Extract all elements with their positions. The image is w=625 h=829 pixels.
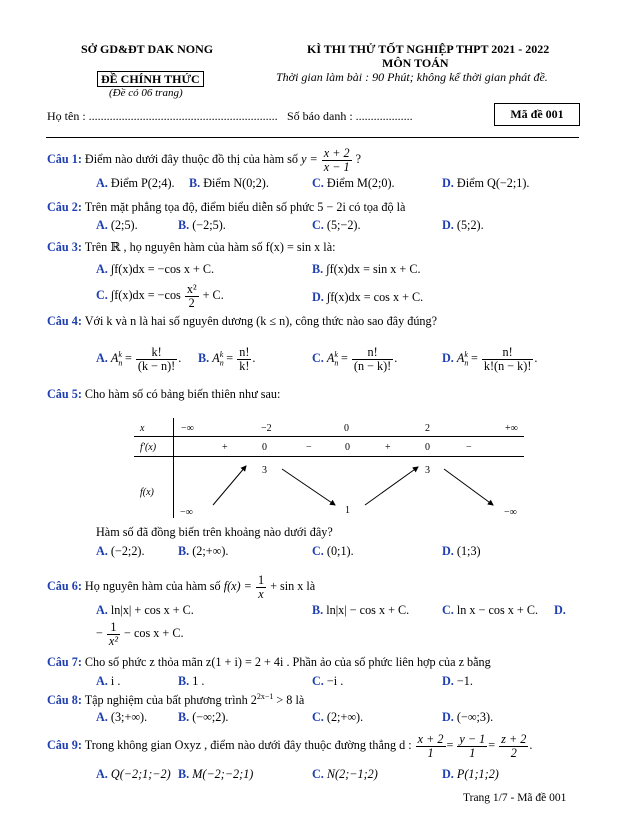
q6-option-b: B. ln|x| − cos x + C. bbox=[312, 603, 410, 617]
q4-option-c: C. $A_n^k$ = $\frac{n!}{(n - k)!}$ . bbox=[312, 345, 398, 373]
vt-f-4: −∞ bbox=[504, 507, 517, 518]
q5-option-c: C. (0;1). bbox=[312, 544, 354, 558]
vt-sign-2: − bbox=[306, 442, 312, 453]
q7-option-b: B. 1 . bbox=[178, 674, 205, 688]
q9-option-a: A. Q(−2;1;−2) bbox=[96, 767, 171, 781]
q1-option-d: D. Điểm Q(−2;1). bbox=[442, 176, 530, 190]
question-2: Câu 2: Trên mặt phẳng tọa độ, điểm biểu diễn số phức 5 − 2i có tọa độ là bbox=[47, 200, 406, 214]
q1-text: Điểm nào dưới đây thuộc đồ thị của hàm số bbox=[84, 152, 299, 167]
vt-x-3: 2 bbox=[425, 423, 430, 434]
q9-option-c: C. N(2;−1;2) bbox=[312, 767, 378, 781]
vt-sign-5: 0 bbox=[425, 442, 430, 453]
subject-title: MÔN TOÁN bbox=[382, 56, 449, 70]
name-field: Họ tên : ............................................................... bbox=[47, 109, 278, 123]
vt-f-3: 3 bbox=[425, 465, 430, 476]
q1-label: Câu 1: bbox=[47, 152, 82, 167]
vt-f-1: 3 bbox=[262, 465, 267, 476]
q4-option-d: D. $A_n^k$ = $\frac{n!}{k!(n - k)!}$ . bbox=[442, 345, 538, 373]
vt-sign-3: 0 bbox=[345, 442, 350, 453]
q3-option-c: C. ∫f(x)dx = −cos $\frac{\text{x²}}{2}$ + C. bbox=[96, 282, 224, 310]
exam-code-box: Mã đề 001 bbox=[494, 103, 580, 126]
q2-option-b: B. (−2;5). bbox=[178, 218, 226, 232]
page-count: (Đề có 06 trang) bbox=[109, 87, 183, 99]
question-5: Câu 5: Cho hàm số có bảng biến thiên như sau: bbox=[47, 387, 281, 401]
vt-fprime-label: f′(x) bbox=[140, 442, 157, 453]
q3-option-a: A. ∫f(x)dx = −cos x + C. bbox=[96, 262, 215, 276]
q7-option-a: A. i . bbox=[96, 674, 121, 688]
q8-option-b: B. (−∞;2). bbox=[178, 710, 229, 724]
q3-option-d: D. ∫f(x)dx = cos x + C. bbox=[312, 290, 424, 304]
q8-option-d: D. (−∞;3). bbox=[442, 710, 494, 724]
q2-option-d: D. (5;2). bbox=[442, 218, 484, 232]
vt-x-label: x bbox=[140, 423, 145, 434]
q2-option-a: A. (2;5). bbox=[96, 218, 138, 232]
q8-option-a: A. (3;+∞). bbox=[96, 710, 148, 724]
dept-name: SỞ GD&ĐT DAK NONG bbox=[81, 42, 214, 56]
q1-option-b: B. Điểm N(0;2). bbox=[189, 176, 269, 190]
vt-f-label: f(x) bbox=[140, 487, 154, 498]
question-3: Câu 3: Trên ℝ , họ nguyên hàm của hàm số f(x) = sin x là: bbox=[47, 240, 336, 254]
q4-option-b: B. $A_n^k$ = $\frac{n!}{k!}$ . bbox=[198, 345, 256, 373]
q6-option-d: − $\frac{1}{\text{x²}}$ − cos x + C. bbox=[96, 620, 184, 648]
vt-x-0: −∞ bbox=[181, 423, 194, 434]
page-footer: Trang 1/7 - Mã đề 001 bbox=[463, 792, 567, 804]
question-8: Câu 8: Tập nghiệm của bất phương trình $2^{2x-1} > 8$ là bbox=[47, 692, 305, 708]
vt-sign-0: + bbox=[222, 442, 228, 453]
q5-question: Hàm số đã đồng biến trên khoảng nào dưới đây? bbox=[96, 525, 333, 539]
q3-option-b: B. ∫f(x)dx = sin x + C. bbox=[312, 262, 421, 276]
q9-option-d: D. P(1;1;2) bbox=[442, 767, 499, 781]
q9-option-b: B. M(−2;−2;1) bbox=[178, 767, 254, 781]
q8-option-c: C. (2;+∞). bbox=[312, 710, 364, 724]
question-1: Câu 1: Điểm nào dưới đây thuộc đồ thị của hàm số y = $\frac{x + 2}{x - 1}$ ? bbox=[47, 146, 362, 174]
sbd-field: Số báo danh : ................... bbox=[287, 109, 413, 123]
question-7: Câu 7: Cho số phức z thỏa mãn z(1 + i) = 2 + 4i . Phần ảo của số phức liên hợp của z bằng bbox=[47, 655, 491, 669]
q6-option-c: C. ln x − cos x + C. bbox=[442, 603, 539, 617]
vt-sign-4: + bbox=[385, 442, 391, 453]
question-4: Câu 4: Với k và n là hai số nguyên dương (k ≤ n), công thức nào sao đây đúng? bbox=[47, 314, 438, 328]
q7-option-d: D. −1. bbox=[442, 674, 473, 688]
q2-option-c: C. (5;−2). bbox=[312, 218, 361, 232]
q1-option-c: C. Điểm M(2;0). bbox=[312, 176, 395, 190]
vt-f-0: −∞ bbox=[180, 507, 193, 518]
q5-option-a: A. (−2;2). bbox=[96, 544, 145, 558]
vt-sign-1: 0 bbox=[262, 442, 267, 453]
q5-option-b: B. (2;+∞). bbox=[178, 544, 229, 558]
vt-x-1: −2 bbox=[261, 423, 272, 434]
vt-x-2: 0 bbox=[344, 423, 349, 434]
vt-f-2: 1 bbox=[345, 505, 350, 516]
q4-option-a: A. $A_n^k$ = $\frac{k!}{(k - n)!}$ . bbox=[96, 345, 182, 373]
q6-option-d-label: D. bbox=[554, 603, 566, 617]
official-badge: ĐỀ CHÍNH THỨC bbox=[97, 71, 204, 87]
exam-title: KÌ THI THỬ TỐT NGHIỆP THPT 2021 - 2022 bbox=[307, 42, 550, 56]
q6-option-a: A. ln|x| + cos x + C. bbox=[96, 603, 194, 617]
question-6: Câu 6: Họ nguyên hàm của hàm số f(x) = $\frac{1}{x}$ + sin x là bbox=[47, 573, 316, 601]
q5-option-d: D. (1;3) bbox=[442, 544, 481, 558]
q1-option-a: A. Điểm P(2;4). bbox=[96, 176, 175, 190]
vt-sign-6: − bbox=[466, 442, 472, 453]
question-9: Câu 9: Trong không gian Oxyz , điểm nào dưới đây thuộc đường thẳng d : $\frac{x + 2}{1}$ = $\frac{y - 1}{1}$ = $\frac{z + 2}{2}$ . bbox=[47, 732, 533, 760]
exam-time: Thời gian làm bài : 90 Phút; không kể thời gian phát đề. bbox=[276, 70, 548, 84]
vt-x-4: +∞ bbox=[505, 423, 518, 434]
q7-option-c: C. −i . bbox=[312, 674, 344, 688]
